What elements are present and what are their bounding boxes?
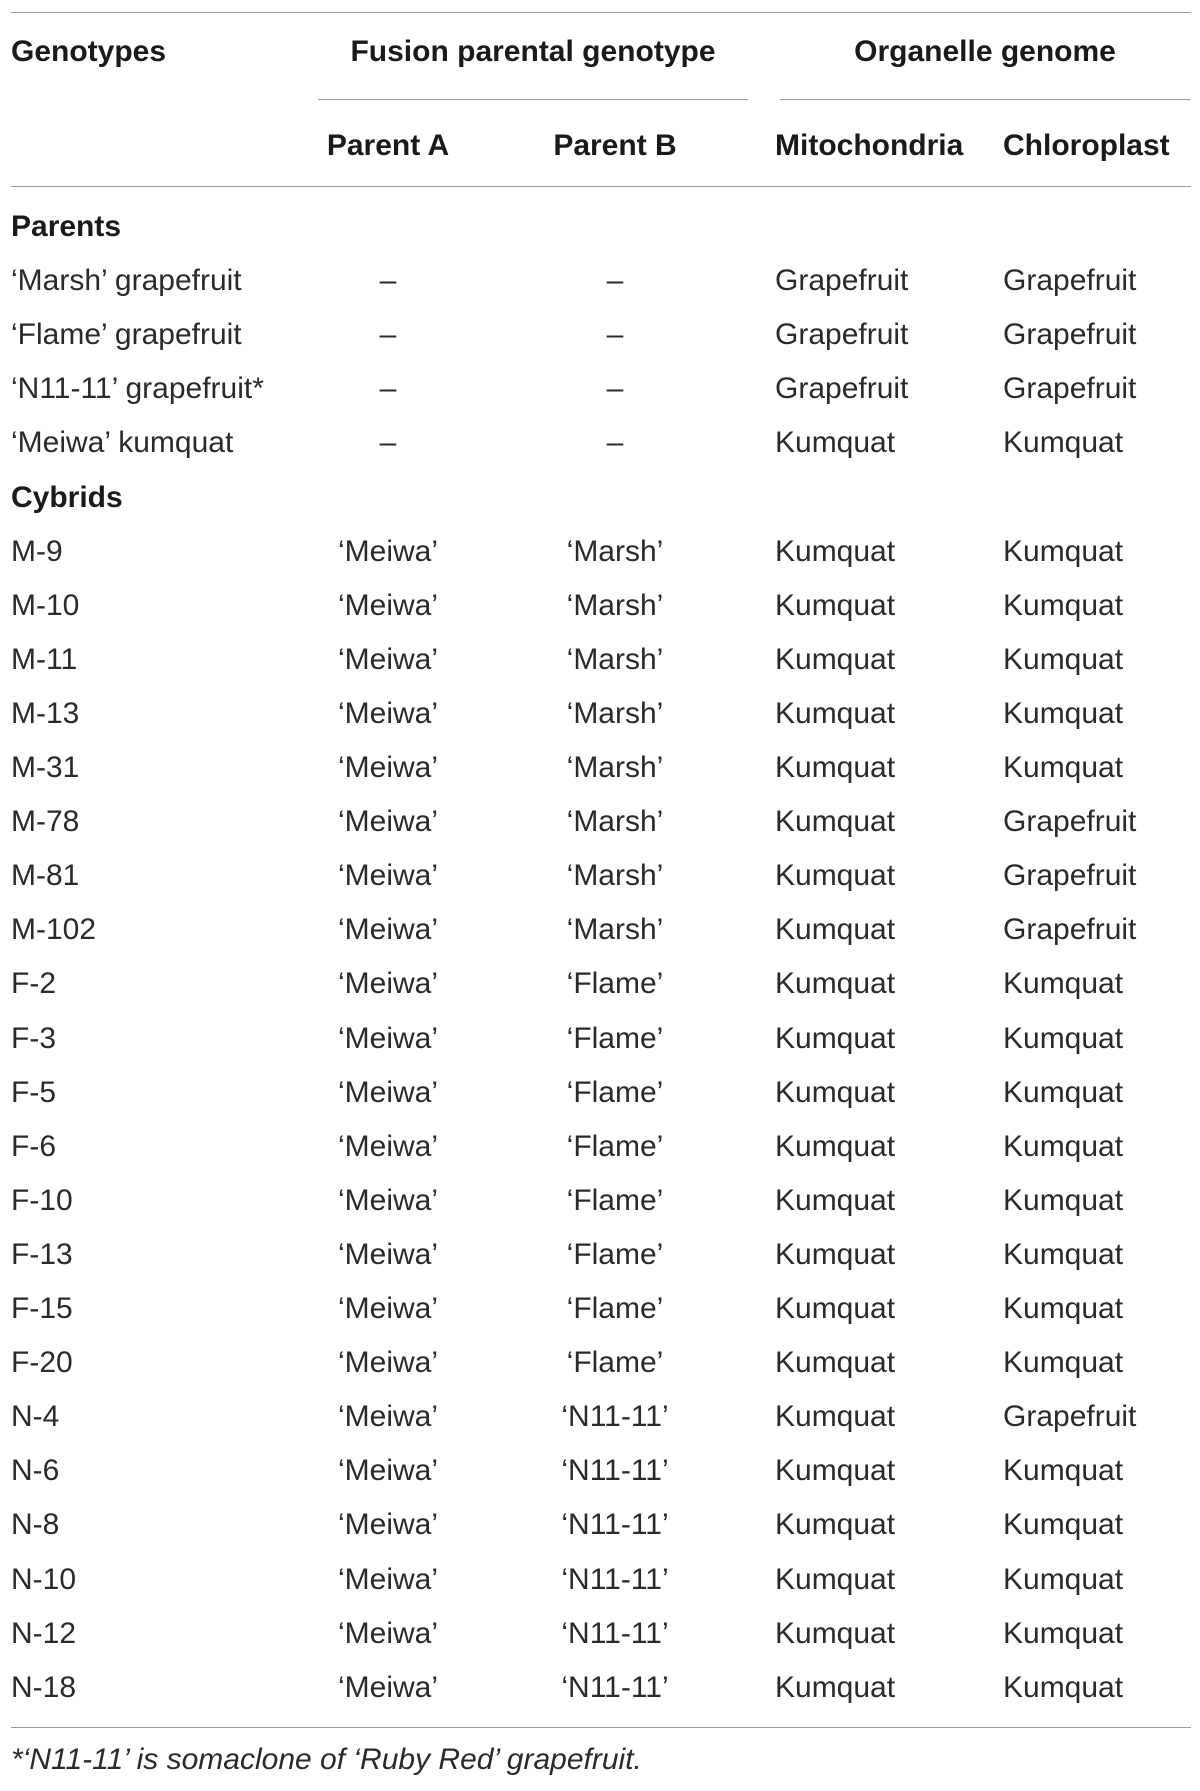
cell-mitochondria: Kumquat (775, 1670, 896, 1704)
cell-parent-b: – (606, 426, 624, 460)
cell-chloroplast: Kumquat (1003, 1562, 1124, 1596)
cell-parent-a: ‘Meiwa’ (337, 696, 439, 730)
cell-genotype: M-102 (11, 913, 97, 947)
cell-parent-a: ‘Meiwa’ (337, 1075, 439, 1109)
cell-parent-a: ‘Meiwa’ (337, 642, 439, 676)
table-bottom-rule (11, 1727, 1191, 1728)
cell-genotype: M-78 (11, 805, 80, 839)
cell-genotype: M-11 (11, 642, 78, 676)
cell-parent-a: ‘Meiwa’ (337, 1292, 439, 1325)
cell-chloroplast: Kumquat (1003, 1075, 1124, 1109)
cell-chloroplast: Grapefruit (1003, 913, 1137, 947)
cell-parent-b: ‘Flame’ (566, 1183, 664, 1217)
cell-genotype: F-10 (11, 1183, 73, 1217)
cell-parent-a: ‘Meiwa’ (337, 1508, 439, 1542)
cell-genotype: F-13 (11, 1237, 73, 1271)
cell-genotype: F-6 (11, 1129, 56, 1163)
cell-genotype: ‘N11-11’ grapefruit* (11, 372, 264, 406)
cell-parent-a: ‘Meiwa’ (337, 1129, 439, 1163)
cell-genotype: N-4 (11, 1400, 60, 1434)
cell-parent-b: ‘Flame’ (566, 1292, 664, 1325)
section-title: Cybrids (11, 480, 123, 514)
cell-genotype: F-5 (11, 1075, 56, 1109)
cell-mitochondria: Kumquat (775, 913, 896, 947)
cell-parent-a: ‘Meiwa’ (337, 1021, 439, 1055)
cell-mitochondria: Kumquat (775, 1562, 896, 1596)
header-organelle-group: Organelle genome (854, 35, 1116, 68)
cell-parent-b: ‘Flame’ (566, 1346, 664, 1380)
cell-chloroplast: Kumquat (1003, 751, 1124, 784)
cell-mitochondria: Kumquat (775, 1508, 896, 1542)
cell-genotype: N-12 (11, 1616, 77, 1650)
cell-genotype: N-10 (11, 1562, 77, 1596)
cell-parent-a: ‘Meiwa’ (337, 1616, 439, 1650)
cell-parent-a: – (379, 372, 397, 406)
cell-parent-b: ‘N11-11’ (561, 1562, 669, 1596)
cell-parent-b: ‘N11-11’ (561, 1616, 669, 1650)
cell-chloroplast: Kumquat (1003, 1616, 1124, 1650)
cell-parent-a: ‘Meiwa’ (337, 1346, 439, 1380)
cell-parent-a: – (379, 264, 397, 298)
cell-chloroplast: Kumquat (1003, 1021, 1124, 1055)
cell-parent-a: ‘Meiwa’ (337, 805, 439, 839)
cell-chloroplast: Kumquat (1003, 642, 1124, 676)
cell-genotype: ‘Flame’ grapefruit (11, 318, 242, 352)
cell-chloroplast: Grapefruit (1003, 1400, 1137, 1434)
cell-mitochondria: Kumquat (775, 534, 896, 568)
cell-parent-a: – (379, 318, 397, 352)
cell-parent-b: ‘Marsh’ (566, 913, 664, 947)
cell-parent-b: ‘N11-11’ (561, 1508, 669, 1542)
cell-parent-a: ‘Meiwa’ (337, 1183, 439, 1217)
cell-genotype: M-9 (11, 534, 63, 568)
cell-parent-a: ‘Meiwa’ (337, 1454, 439, 1488)
cell-parent-a: ‘Meiwa’ (337, 1237, 439, 1271)
cell-chloroplast: Kumquat (1003, 426, 1124, 460)
cell-parent-a: ‘Meiwa’ (337, 967, 439, 1001)
cell-genotype: N-8 (11, 1508, 60, 1542)
cell-parent-a: ‘Meiwa’ (337, 751, 439, 784)
cell-parent-a: ‘Meiwa’ (337, 1400, 439, 1434)
cell-mitochondria: Kumquat (775, 1129, 896, 1163)
cell-chloroplast: Kumquat (1003, 534, 1124, 568)
cell-mitochondria: Kumquat (775, 1237, 896, 1271)
cell-genotype: M-13 (11, 696, 80, 730)
organelle-group-underline (780, 99, 1190, 100)
cell-mitochondria: Kumquat (775, 1346, 896, 1380)
cell-parent-a: ‘Meiwa’ (337, 1562, 439, 1596)
cell-chloroplast: Grapefruit (1003, 264, 1137, 298)
cell-chloroplast: Grapefruit (1003, 318, 1137, 352)
cell-chloroplast: Kumquat (1003, 696, 1124, 730)
cell-genotype: M-10 (11, 588, 80, 622)
cell-chloroplast: Grapefruit (1003, 805, 1137, 839)
header-mitochondria: Mitochondria (775, 129, 964, 162)
cell-chloroplast: Kumquat (1003, 1129, 1124, 1163)
cell-mitochondria: Kumquat (775, 696, 896, 730)
cell-parent-b: ‘Marsh’ (566, 696, 664, 730)
cell-mitochondria: Kumquat (775, 426, 896, 460)
cell-mitochondria: Kumquat (775, 1075, 896, 1109)
cell-parent-b: – (606, 318, 624, 352)
cell-mitochondria: Kumquat (775, 859, 896, 893)
section-title: Parents (11, 210, 122, 243)
cell-chloroplast: Kumquat (1003, 1508, 1124, 1542)
table-footnote: *‘N11-11’ is somaclone of ‘Ruby Red’ grapefruit. (11, 1743, 642, 1776)
cell-mitochondria: Kumquat (775, 1616, 896, 1650)
cell-chloroplast: Kumquat (1003, 588, 1124, 622)
header-fusion-group: Fusion parental genotype (350, 35, 716, 68)
cell-mitochondria: Kumquat (775, 1183, 896, 1217)
cell-parent-b: ‘N11-11’ (561, 1400, 669, 1434)
fusion-group-underline (318, 99, 748, 100)
cell-mitochondria: Grapefruit (775, 372, 909, 406)
header-genotypes: Genotypes (11, 35, 167, 68)
cell-genotype: N-18 (11, 1670, 77, 1704)
cell-genotype: F-20 (11, 1346, 73, 1380)
cell-chloroplast: Kumquat (1003, 1670, 1124, 1704)
table-top-rule (11, 12, 1191, 13)
cell-parent-b: – (606, 372, 624, 406)
cell-genotype: N-6 (11, 1454, 60, 1488)
cell-parent-b: ‘Marsh’ (566, 859, 664, 893)
header-bottom-rule (11, 186, 1191, 187)
cell-parent-a: – (379, 426, 397, 460)
cell-chloroplast: Kumquat (1003, 1454, 1124, 1488)
cell-genotype: F-2 (11, 967, 56, 1001)
cell-mitochondria: Kumquat (775, 967, 896, 1001)
cell-genotype: M-31 (11, 751, 80, 784)
cell-parent-b: ‘Flame’ (566, 1237, 664, 1271)
cell-parent-b: ‘Marsh’ (566, 805, 664, 839)
cell-parent-b: ‘Flame’ (566, 1021, 664, 1055)
cell-parent-b: ‘Marsh’ (566, 534, 664, 568)
cell-mitochondria: Grapefruit (775, 264, 909, 298)
cell-parent-a: ‘Meiwa’ (337, 588, 439, 622)
cell-mitochondria: Kumquat (775, 1400, 896, 1434)
cell-mitochondria: Kumquat (775, 642, 896, 676)
cell-mitochondria: Grapefruit (775, 318, 909, 352)
header-parent-a: Parent A (326, 129, 450, 162)
cell-parent-b: ‘Flame’ (566, 1129, 664, 1163)
cell-mitochondria: Kumquat (775, 805, 896, 839)
cell-parent-b: ‘Marsh’ (566, 642, 664, 676)
cell-parent-b: ‘N11-11’ (561, 1670, 669, 1704)
cell-chloroplast: Kumquat (1003, 1237, 1124, 1271)
cell-genotype: ‘Marsh’ grapefruit (11, 264, 242, 298)
cell-parent-a: ‘Meiwa’ (337, 1670, 439, 1704)
cell-chloroplast: Grapefruit (1003, 372, 1137, 406)
cell-parent-b: ‘Marsh’ (566, 751, 664, 784)
cell-chloroplast: Grapefruit (1003, 859, 1137, 893)
cell-mitochondria: Kumquat (775, 588, 896, 622)
cell-genotype: F-15 (11, 1292, 73, 1325)
cell-genotype: M-81 (11, 859, 80, 893)
cell-parent-b: ‘Marsh’ (566, 588, 664, 622)
cell-mitochondria: Kumquat (775, 1292, 896, 1325)
cell-chloroplast: Kumquat (1003, 1183, 1124, 1217)
cell-parent-b: ‘N11-11’ (561, 1454, 669, 1488)
cell-parent-b: ‘Flame’ (566, 1075, 664, 1109)
cell-mitochondria: Kumquat (775, 751, 896, 784)
cell-genotype: F-3 (11, 1021, 56, 1055)
cell-parent-a: ‘Meiwa’ (337, 534, 439, 568)
header-parent-b: Parent B (553, 129, 677, 162)
header-chloroplast: Chloroplast (1003, 129, 1170, 162)
cell-mitochondria: Kumquat (775, 1454, 896, 1488)
cell-chloroplast: Kumquat (1003, 1346, 1124, 1380)
cell-chloroplast: Kumquat (1003, 967, 1124, 1001)
cell-parent-b: ‘Flame’ (566, 967, 664, 1001)
cell-chloroplast: Kumquat (1003, 1292, 1124, 1325)
cell-parent-a: ‘Meiwa’ (337, 859, 439, 893)
cell-parent-b: – (606, 264, 624, 298)
cell-mitochondria: Kumquat (775, 1021, 896, 1055)
cell-genotype: ‘Meiwa’ kumquat (11, 426, 234, 460)
cell-parent-a: ‘Meiwa’ (337, 913, 439, 947)
